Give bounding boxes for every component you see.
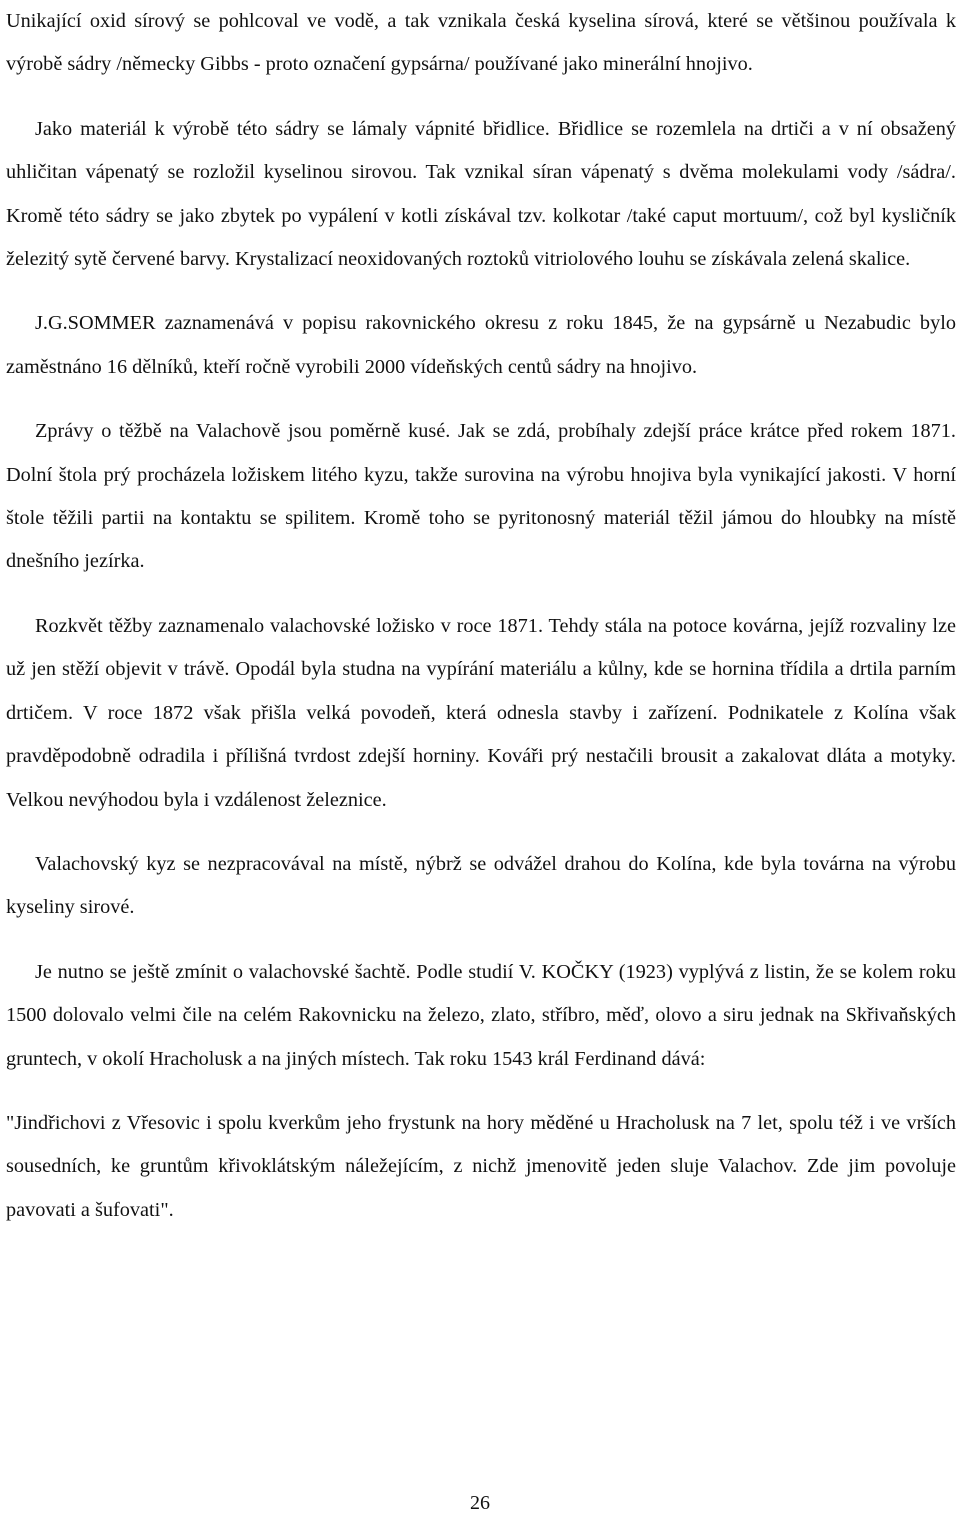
paragraph-6: Valachovský kyz se nezpracovával na místě, nýbrž se odvážel drahou do Kolína, kde byla továrna na výrobu kyseliny sirové.	[6, 852, 956, 919]
paragraph-1: Unikající oxid sírový se pohlcoval ve vodě, a tak vznikala česká kyselina sírová, které se většinou používala k výrobě sádry /německy Gibbs - proto označení gypsárna/ používané jako minerální hnojivo.	[6, 10, 956, 76]
paragraph-2: Jako materiál k výrobě této sádry se lámaly vápnité břidlice. Břidlice se rozemlela na drtiči a v ní obsažený uhličitan vápenatý se rozložil kyselinou sirovou. Tak vznikal síran vápenatý s dvěma molekulami vody /sádra/. Kromě této sádry se jako zbytek po vypálení v kotli získával tzv. kolkotar /také caput mortuum/, což byl kysličník železitý sytě červené barvy. Krystalizací neoxidovaných roztoků vitriolového louhu se získávala zelená skalice.	[6, 117, 956, 271]
paragraph-3: J.G.SOMMER zaznamenává v popisu rakovnického okresu z roku 1845, že na gypsárně u Nezabudic bylo zaměstnáno 16 dělníků, kteří ročně vyrobili 2000 vídeňských centů sádry na hnojivo.	[6, 312, 956, 378]
paragraph-8-quote: "Jindřichovi z Vřesovic i spolu kverkům jeho frystunk na hory měděné u Hracholusk na 7 let, spolu též i ve vrších sousedních, ke gruntům křivoklátským náležejícím, z nichž jmenovitě jeden sluje Valachov. Zde jim povoluje pavovati a šufovati".	[6, 1111, 956, 1221]
paragraph-7: Je nutno se ještě zmínit o valachovské šachtě. Podle studií V. KOČKY (1923) vyplývá z listin, že se kolem roku 1500 dolovalo velmi čile na celém Rakovnicku na železo, zlato, stříbro, měď, olovo a siru jednak na Skřivaňských gruntech, v okolí Hracholusk a na jiných místech. Tak roku 1543 král Ferdinand dává:	[6, 960, 956, 1070]
paragraph-4: Zprávy o těžbě na Valachově jsou poměrně kusé. Jak se zdá, probíhaly zdejší práce krátce před rokem 1871. Dolní štola prý procházela ložiskem litého kyzu, takže surovina na výrobu hnojiva byla vynikající jakosti. V horní štole těžili partii na kontaktu se spilitem. Kromě toho se pyritonosný materiál těžil jámou do hloubky na místě dnešního jezírka.	[6, 420, 956, 573]
document-page	[6, 0, 956, 1232]
paragraph-5: Rozkvět těžby zaznamenalo valachovské ložisko v roce 1871. Tehdy stála na potoce kovárna, jejíž rozvaliny lze už jen stěží objevit v trávě. Opodál byla studna na vypírání materiálu a kůlny, kde se hornina třídila a drtila parním drtičem. V roce 1872 však přišla velká povodeň, která odnesla stavby i zařízení. Podnikatele z Kolína však pravděpodobně odradila i přílišná tvrdost zdejší horniny. Kováři prý nestačili brousit a zakalovat dláta a motyky. Velkou nevýhodou byla i vzdálenost železnice.	[6, 614, 956, 811]
page-number: 26	[470, 1492, 490, 1514]
